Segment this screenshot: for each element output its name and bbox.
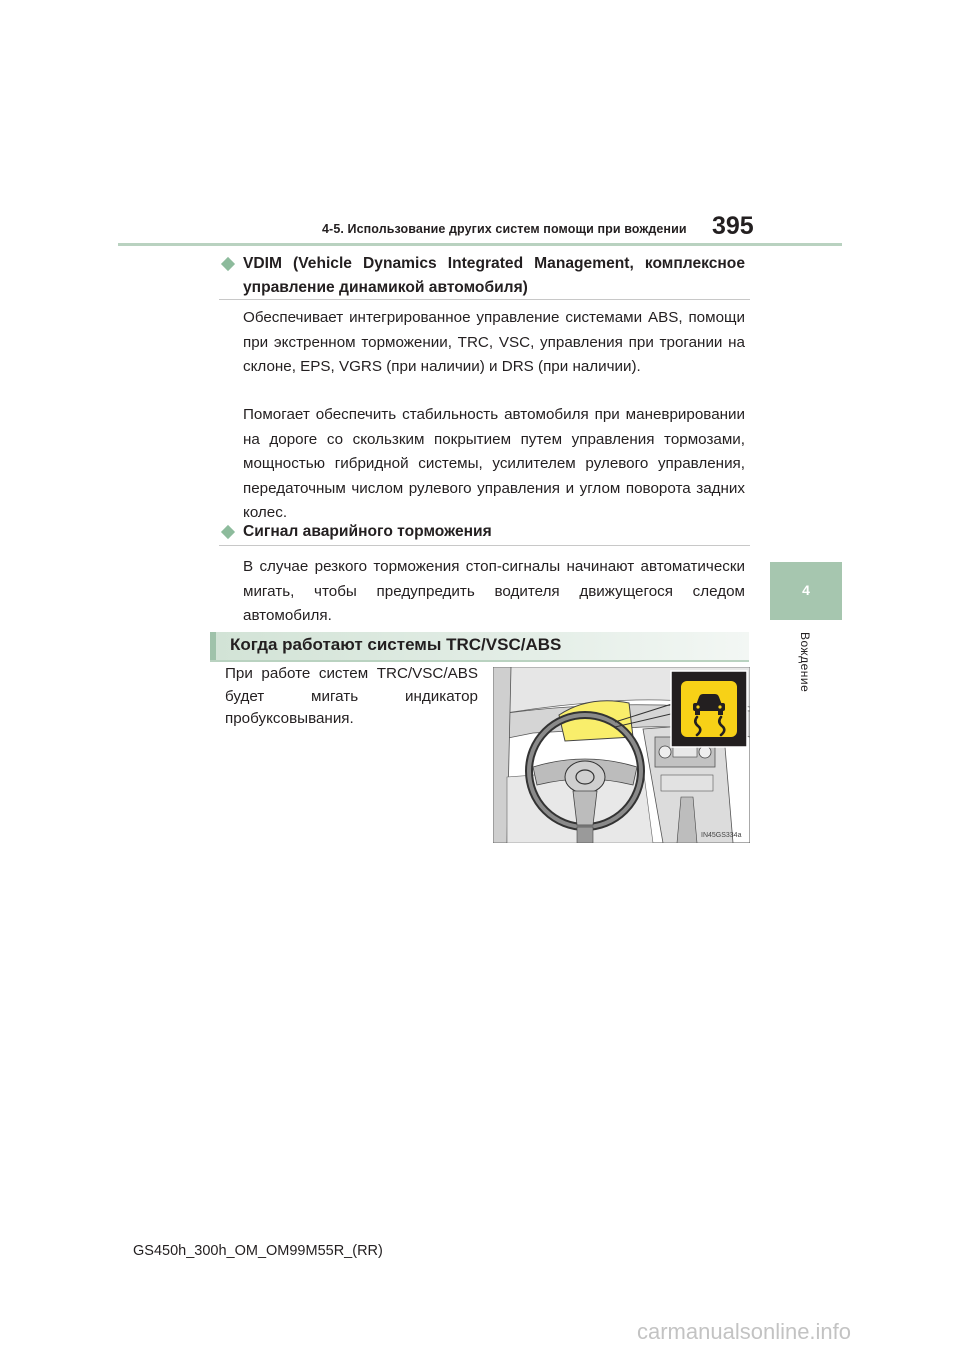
- diamond-bullet-icon: [221, 525, 235, 539]
- section-heading-rule: [210, 660, 749, 662]
- section-heading-bar: [210, 632, 749, 660]
- vdim-paragraph-1: Обеспечивает интегрированное управление системами ABS, помощи при экстренном торможении, TRC, VSC, управления при трогании на склоне, EPS, VGRS (при наличии) и DRS (при наличии).: [243, 309, 745, 375]
- footer-document-code: GS450h_300h_OM_OM99M55R_(RR): [133, 1243, 383, 1259]
- vdim-heading-line1: VDIM (Vehicle Dynamics Integrated Management, комплексное: [243, 255, 745, 272]
- emergency-signal-paragraph: В случае резкого торможения стоп-сигналы начинают автоматически мигать, чтобы предупредить водителя движущегося следом автомобиля.: [243, 558, 745, 624]
- watermark-link[interactable]: carmanualsonline.info: [637, 1319, 852, 1344]
- chapter-tab-label: Вождение: [798, 632, 812, 693]
- page-number: 395: [712, 212, 754, 240]
- vdim-heading: [243, 252, 745, 300]
- trc-vsc-abs-heading: Когда работают системы TRC/VSC/ABS: [230, 635, 562, 654]
- image-code: IN45GS334a: [701, 832, 742, 839]
- chapter-title: 4-5. Использование других систем помощи при вождении: [322, 222, 687, 236]
- emergency-signal-heading: Сигнал аварийного торможения: [243, 523, 492, 540]
- chapter-tab[interactable]: 4: [770, 562, 842, 620]
- diamond-bullet-icon: [221, 257, 235, 271]
- header-divider: [118, 243, 842, 246]
- trc-vsc-abs-paragraph: При работе систем TRC/VSC/ABS будет мигать индикатор пробуксовывания.: [225, 665, 478, 727]
- vdim-heading-rule: [219, 299, 750, 300]
- vdim-heading-line2: управление динамикой автомобиля): [243, 279, 528, 296]
- emergency-signal-heading-rule: [219, 545, 750, 546]
- dashboard-illustration: [493, 667, 750, 843]
- vdim-paragraph-2: Помогает обеспечить стабильность автомобиля при маневрировании на дороге со скользким покрытием путем управления тормозами, мощностью гибридной системы, усилителем рулевого управления, передаточным числом рулевого управления и углом поворота задних колес.: [243, 406, 745, 521]
